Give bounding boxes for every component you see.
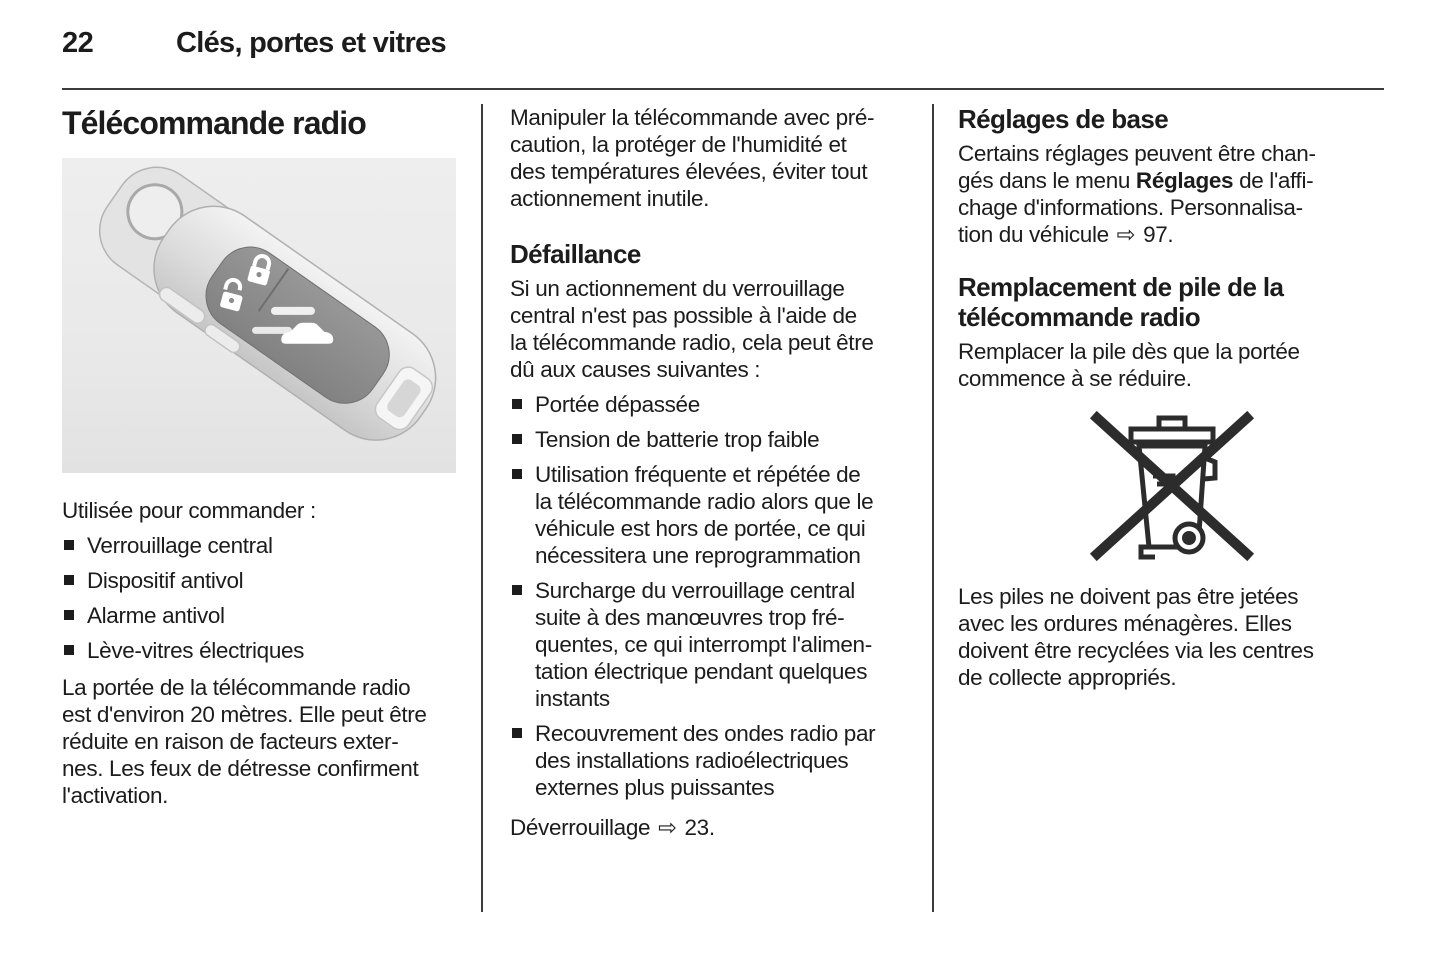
- column-divider: [932, 104, 934, 912]
- remote-intro: Utilisée pour commander :: [62, 498, 316, 523]
- unlock-page-reference: [510, 814, 912, 841]
- reference-page: 97.: [1137, 222, 1174, 247]
- bullet-square-icon: [64, 610, 74, 620]
- list-item-label: Portée dépassée: [535, 392, 700, 417]
- page-ref-arrow-icon: ⇨: [658, 815, 677, 840]
- bullet-square-icon: [512, 399, 522, 409]
- list-item-label: Utilisation fréquente et répétée de la télécommande radio alors que le véhicule est hors de portée, ce qui nécessitera une reprogrammation: [535, 462, 874, 568]
- basic-settings-body: [958, 140, 1384, 248]
- list-item: [510, 577, 912, 712]
- failure-intro: Si un actionnement du verrouillage central n'est pas possible à l'aide de la télécommande radio, cela peut être dû aux causes suivantes :: [510, 276, 874, 382]
- list-item-label: Recouvrement des ondes radio par des installations radioélectriques externes plus puissantes: [535, 721, 876, 800]
- section-title-basic-settings: Réglages de base: [958, 104, 1169, 134]
- body-segment: de l'affi- chage d'informations. Personnalisa- tion du véhicule: [958, 168, 1314, 247]
- weee-crossed-bin-icon: [1083, 410, 1259, 562]
- section-title-remote: Télécommande radio: [62, 105, 366, 141]
- bullet-square-icon: [512, 434, 522, 444]
- separator-bar: [271, 307, 315, 315]
- reference-page: 23.: [678, 815, 715, 840]
- key-fob-illustration: [62, 158, 456, 473]
- list-item-label: Surcharge du verrouillage central suite à des manœuvres trop fré- quentes, ce qui interrompt l'alimen- tation électrique pendant quelques instants: [535, 578, 872, 711]
- list-item: [510, 720, 912, 801]
- remote-functions-list: [62, 532, 464, 664]
- column-3: [958, 104, 1384, 691]
- reference-label: Déverrouillage: [510, 815, 657, 840]
- column-divider: [481, 104, 483, 912]
- list-item: [510, 391, 912, 418]
- column-1: [62, 104, 464, 809]
- page-number: 22: [62, 27, 94, 59]
- remote-handling-note: Manipuler la télécommande avec pré- caution, la protéger de l'humidité et des températures élevées, éviter tout actionnement inutile.: [510, 105, 875, 211]
- key-fob-figure: [62, 158, 456, 473]
- list-item-label: Dispositif antivol: [87, 568, 244, 593]
- list-item: [62, 637, 464, 664]
- failure-causes-list: [510, 391, 912, 801]
- list-item-label: Alarme antivol: [87, 603, 225, 628]
- bullet-square-icon: [64, 540, 74, 550]
- body-segment: Certains réglages peuvent être chan- gés dans le menu: [958, 141, 1316, 193]
- bullet-square-icon: [64, 645, 74, 655]
- list-item: [510, 426, 912, 453]
- list-item-label: Lève-vitres électriques: [87, 638, 305, 663]
- list-item: [62, 567, 464, 594]
- bullet-square-icon: [64, 575, 74, 585]
- list-item-label: Tension de batterie trop faible: [535, 427, 820, 452]
- header-rule: [62, 88, 1384, 90]
- bullet-square-icon: [512, 469, 522, 479]
- list-item: [62, 602, 464, 629]
- bullet-square-icon: [512, 585, 522, 595]
- list-item-label: Verrouillage central: [87, 533, 273, 558]
- section-title-battery: Remplacement de pile de la télécommande radio: [958, 272, 1284, 332]
- column-2: [510, 104, 912, 841]
- list-item: [510, 461, 912, 569]
- list-item: [62, 532, 464, 559]
- page-ref-arrow-icon: ⇨: [1116, 222, 1136, 247]
- section-title-failure: Défaillance: [510, 239, 641, 269]
- battery-disposal-note: Les piles ne doivent pas être jetées avec les ordures ménagères. Elles doivent être recyclées via les centres de collecte appropriés.: [958, 584, 1314, 690]
- bullet-square-icon: [512, 728, 522, 738]
- menu-name-bold: Réglages: [1135, 168, 1234, 193]
- remote-range-note: La portée de la télécommande radio est d'environ 20 mètres. Elle peut être réduite en raison de facteurs exter- nes. Les feux de détresse confirment l'activation.: [62, 675, 427, 808]
- battery-body: Remplacer la pile dès que la portée commence à se réduire.: [958, 339, 1300, 391]
- chapter-title: Clés, portes et vitres: [176, 27, 446, 59]
